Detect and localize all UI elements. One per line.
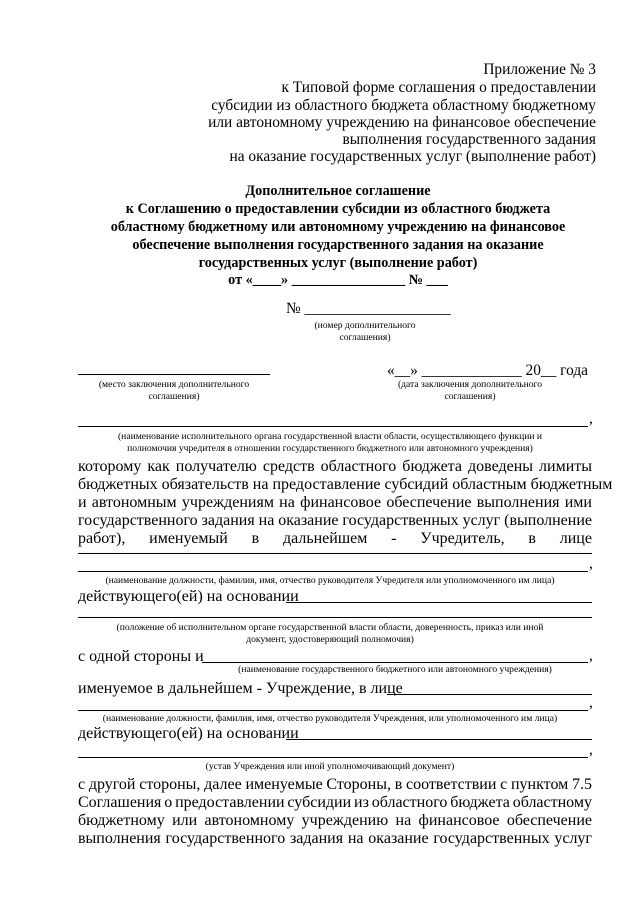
institution-caption: (наименование государственного бюджетного или автономного учреждения) (238, 664, 552, 675)
para1-last-line (78, 529, 592, 549)
word: работ), (78, 530, 126, 547)
comma: , (589, 694, 593, 711)
institution-official-blank-2 (78, 710, 588, 711)
founder-caption: (наименование исполнительного органа государственной власти области, осуществляющего функции и (117, 431, 543, 442)
para1-line (78, 511, 592, 531)
place-caption: соглашения) (148, 391, 200, 402)
comma: , (589, 410, 593, 427)
para2-text: с другой стороны, далее именуемые Стороны, в соответствии с пунктом 7.5 (78, 776, 592, 793)
para2-text: бюджетному или автономному учреждению на финансовое обеспечение (78, 812, 592, 829)
para1-text: государственного задания на оказание государственных услуг (выполнение (78, 512, 592, 529)
institution-blank (202, 662, 588, 663)
institution-official-blank (387, 694, 592, 695)
para2-line (78, 811, 592, 831)
appendix-line: субсидии из областного бюджета областному бюджетному (211, 97, 596, 114)
para1-text: которому как получателю средств областного бюджета доведены лимиты (78, 458, 592, 475)
appendix-line: на оказание государственных услуг (выполнение работ) (229, 148, 596, 165)
comma: , (589, 647, 593, 664)
title-line: обеспечение выполнения государственного задания на оказание (132, 237, 544, 253)
para1-text: бюджетных обязательств на предоставление субсидий областным бюджетным (78, 476, 613, 493)
word: лице (559, 530, 592, 547)
one-side-label: с одной стороны и (78, 648, 204, 665)
comma: , (589, 741, 593, 758)
acting-basis-label-2: действующего(ей) на основании (78, 725, 299, 742)
title-date-number-line: от «____» ________________ № ___ (228, 272, 448, 288)
founder-official-blank-2 (78, 571, 588, 572)
word: в (251, 530, 260, 547)
acting-basis-blank-3 (286, 739, 592, 740)
place-blank (78, 374, 270, 375)
founder-blank (78, 426, 588, 427)
agreement-number-line: № ___________________ (286, 300, 451, 317)
para2-line (78, 775, 592, 795)
date-caption: соглашения) (444, 391, 496, 402)
appendix-line: или автономному учреждению на финансовое обеспечение (208, 114, 596, 131)
acting-basis-blank (286, 602, 592, 603)
acting-basis-blank-2 (78, 617, 592, 618)
number-caption: (номер дополнительного (314, 320, 416, 331)
institution-official-caption: (наименование должности, фамилия, имя, отчество руководителя Учреждения, или уполномоченного им лица) (102, 713, 558, 724)
title-line: государственных услуг (выполнение работ) (198, 255, 478, 271)
title-line: к Соглашению о предоставлении субсидии из областного бюджета (125, 201, 551, 217)
acting-basis-label: действующего(ей) на основании (78, 588, 299, 605)
word: именуемый (149, 530, 228, 547)
para2-line (78, 829, 592, 849)
appendix-line: выполнения государственного задания (342, 131, 596, 148)
basis-caption: документ, удостоверяющий полномочия) (246, 634, 414, 645)
basis-caption: (положение об исполнительном органе государственной власти области, доверенность, приказ или иной (116, 622, 544, 633)
charter-caption: (устав Учреждения или иной уполномочивающий документ) (205, 761, 455, 772)
para2-line (78, 793, 592, 813)
place-caption: (место заключения дополнительного (98, 379, 250, 390)
word: Учредитель, (420, 530, 505, 547)
appendix-line: Приложение № 3 (483, 61, 596, 78)
date-caption: (дата заключения дополнительного (397, 379, 543, 390)
word: в (528, 530, 536, 547)
para1-text: и автономным учреждениям на финансовое обеспечение выполнения ими (78, 494, 592, 511)
title-line: областному бюджетному или автономному учреждению на финансовое (110, 219, 566, 235)
founder-official-blank (78, 553, 592, 554)
para2-text: Соглашения о предоставлении субсидии из областного бюджета областному (78, 794, 592, 811)
para1-line (78, 457, 592, 477)
comma: , (589, 555, 593, 572)
charter-blank (78, 757, 588, 758)
para2-text: выполнения государственного задания на оказание государственных услуг (78, 830, 592, 847)
founder-caption: полномочия учредителя в отношении государственного бюджетного или автономного учреждения) (127, 443, 533, 454)
para1-line (78, 475, 613, 495)
date-line: «__» _____________ 20__ года (387, 362, 588, 379)
number-caption: соглашения) (339, 332, 391, 343)
word: дальнейшем (282, 530, 368, 547)
appendix-line: к Типовой форме соглашения о предоставлении (281, 79, 596, 96)
institution-named-label: именуемое в дальнейшем - Учреждение, в лице (78, 680, 403, 697)
para1-line (78, 493, 592, 513)
founder-official-caption: (наименование должности, фамилия, имя, отчество руководителя Учредителя или уполномоченного им лица) (105, 575, 555, 586)
word: - (391, 530, 397, 547)
title-line: Дополнительное соглашение (245, 183, 431, 199)
